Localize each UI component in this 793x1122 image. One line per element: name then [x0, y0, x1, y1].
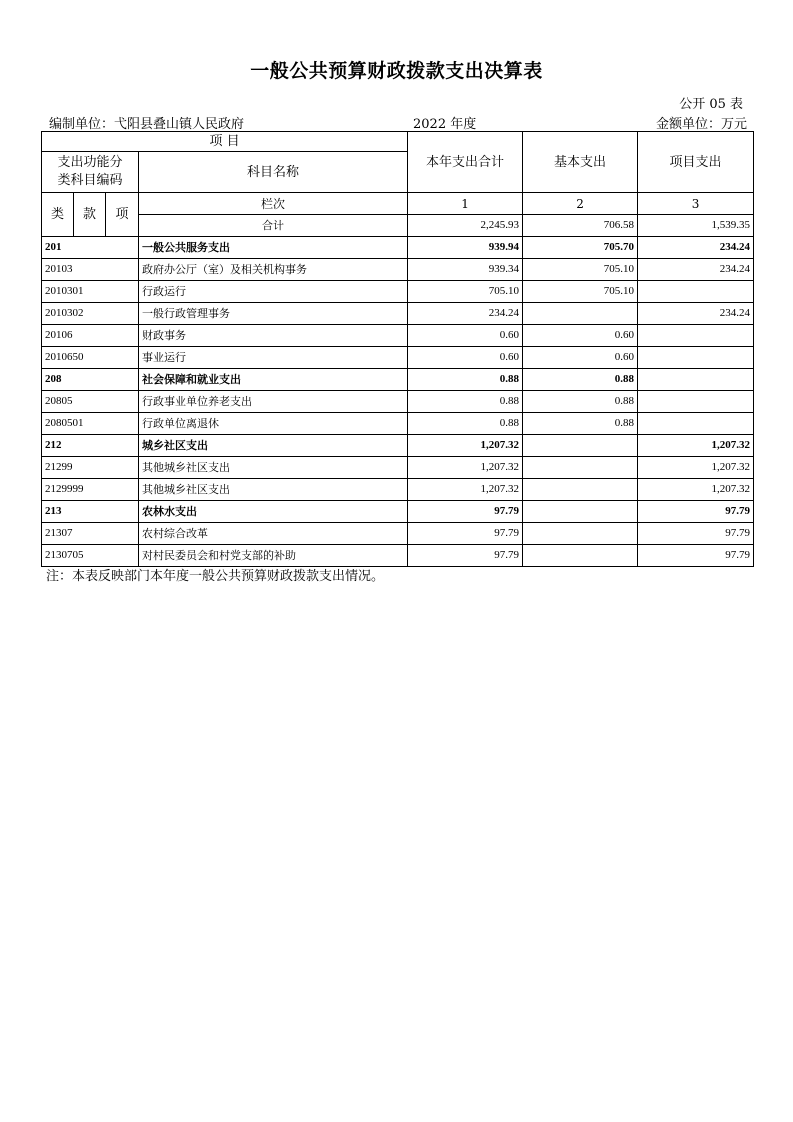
row-total: 939.94	[408, 237, 523, 259]
row-name: 财政事务	[139, 325, 408, 347]
report-year: 2022 年度	[413, 117, 477, 132]
row-name: 行政运行	[139, 281, 408, 303]
row-project	[638, 369, 754, 391]
row-code: 208	[42, 369, 139, 391]
header-func-code-line1: 支出功能分	[57, 155, 123, 171]
row-total: 1,207.32	[408, 435, 523, 457]
row-code: 2010302	[42, 303, 139, 325]
compiling-unit: 编制单位：弋阳县叠山镇人民政府	[49, 117, 245, 132]
row-project: 97.79	[638, 545, 754, 567]
page-title: 一般公共预算财政拨款支出决算表	[250, 60, 543, 82]
row-basic: 0.60	[523, 347, 638, 369]
row-project	[638, 281, 754, 303]
row-project	[638, 347, 754, 369]
row-total: 0.88	[408, 369, 523, 391]
row-project	[638, 413, 754, 435]
table-row	[42, 523, 754, 545]
header-project: 项目支出	[638, 132, 754, 193]
row-total: 1,207.32	[408, 457, 523, 479]
table-row	[42, 435, 754, 457]
row-code: 21307	[42, 523, 139, 545]
table-row	[42, 303, 754, 325]
table-row	[42, 545, 754, 567]
sum-total: 2,245.93	[408, 215, 523, 237]
row-name: 农村综合改革	[139, 523, 408, 545]
row-code: 2130705	[42, 545, 139, 567]
form-code: 公开 05 表	[679, 97, 743, 112]
row-code: 2080501	[42, 413, 139, 435]
row-code: 21299	[42, 457, 139, 479]
table-row	[42, 347, 754, 369]
table-row	[42, 325, 754, 347]
row-name: 事业运行	[139, 347, 408, 369]
row-code: 20103	[42, 259, 139, 281]
row-basic: 705.70	[523, 237, 638, 259]
row-basic: 0.60	[523, 325, 638, 347]
row-basic	[523, 501, 638, 523]
sum-basic: 706.58	[523, 215, 638, 237]
row-basic	[523, 523, 638, 545]
row-name: 一般公共服务支出	[139, 237, 408, 259]
header-func-code	[42, 152, 139, 193]
row-total: 97.79	[408, 545, 523, 567]
row-total: 0.88	[408, 391, 523, 413]
row-project: 97.79	[638, 501, 754, 523]
row-project: 234.24	[638, 303, 754, 325]
header-xiang: 项	[106, 193, 139, 237]
row-name: 对村民委员会和村党支部的补助	[139, 545, 408, 567]
row-name: 其他城乡社区支出	[139, 479, 408, 501]
row-code: 2010301	[42, 281, 139, 303]
footnote: 注：本表反映部门本年度一般公共预算财政拨款支出情况。	[46, 569, 385, 584]
header-total: 本年支出合计	[408, 132, 523, 193]
header-col1: 1	[408, 193, 523, 215]
header-col3: 3	[638, 193, 754, 215]
row-name: 农林水支出	[139, 501, 408, 523]
header-lei: 类	[42, 193, 74, 237]
row-project: 97.79	[638, 523, 754, 545]
row-project: 234.24	[638, 237, 754, 259]
row-name: 行政事业单位养老支出	[139, 391, 408, 413]
row-basic: 0.88	[523, 391, 638, 413]
row-total: 0.60	[408, 347, 523, 369]
table-row	[42, 259, 754, 281]
table-row	[42, 237, 754, 259]
row-project: 1,207.32	[638, 479, 754, 501]
row-code: 212	[42, 435, 139, 457]
row-code: 20805	[42, 391, 139, 413]
table-row	[42, 369, 754, 391]
table-row	[42, 391, 754, 413]
sum-label: 合计	[139, 215, 408, 237]
header-col2: 2	[523, 193, 638, 215]
row-basic	[523, 435, 638, 457]
table-row	[42, 501, 754, 523]
header-kuan: 款	[74, 193, 106, 237]
row-basic	[523, 479, 638, 501]
row-code: 20106	[42, 325, 139, 347]
row-basic: 0.88	[523, 369, 638, 391]
row-basic	[523, 457, 638, 479]
row-name: 行政单位离退休	[139, 413, 408, 435]
row-code: 213	[42, 501, 139, 523]
row-basic	[523, 303, 638, 325]
row-basic	[523, 545, 638, 567]
row-project: 234.24	[638, 259, 754, 281]
row-total: 234.24	[408, 303, 523, 325]
row-name: 政府办公厅（室）及相关机构事务	[139, 259, 408, 281]
row-project	[638, 391, 754, 413]
money-unit: 金额单位：万元	[655, 117, 747, 132]
header-row-no: 栏次	[139, 193, 408, 215]
row-total: 97.79	[408, 501, 523, 523]
row-basic: 0.88	[523, 413, 638, 435]
header-item: 项 目	[42, 132, 408, 152]
row-total: 1,207.32	[408, 479, 523, 501]
table-row	[42, 457, 754, 479]
row-basic: 705.10	[523, 281, 638, 303]
report-meta	[41, 113, 753, 132]
row-name: 城乡社区支出	[139, 435, 408, 457]
row-total: 939.34	[408, 259, 523, 281]
row-total: 97.79	[408, 523, 523, 545]
row-code: 2129999	[42, 479, 139, 501]
row-basic: 705.10	[523, 259, 638, 281]
row-code: 2010650	[42, 347, 139, 369]
row-code: 201	[42, 237, 139, 259]
row-name: 一般行政管理事务	[139, 303, 408, 325]
row-project: 1,207.32	[638, 457, 754, 479]
header-basic: 基本支出	[523, 132, 638, 193]
sum-project: 1,539.35	[638, 215, 754, 237]
table-row	[42, 413, 754, 435]
expenditure-table	[41, 131, 754, 567]
row-total: 705.10	[408, 281, 523, 303]
header-func-code-line2: 类科目编码	[57, 173, 123, 188]
row-name: 其他城乡社区支出	[139, 457, 408, 479]
table-row	[42, 479, 754, 501]
row-project: 1,207.32	[638, 435, 754, 457]
row-total: 0.88	[408, 413, 523, 435]
row-project	[638, 325, 754, 347]
header-subject-name: 科目名称	[139, 152, 408, 193]
table-row	[42, 281, 754, 303]
row-total: 0.60	[408, 325, 523, 347]
row-name: 社会保障和就业支出	[139, 369, 408, 391]
